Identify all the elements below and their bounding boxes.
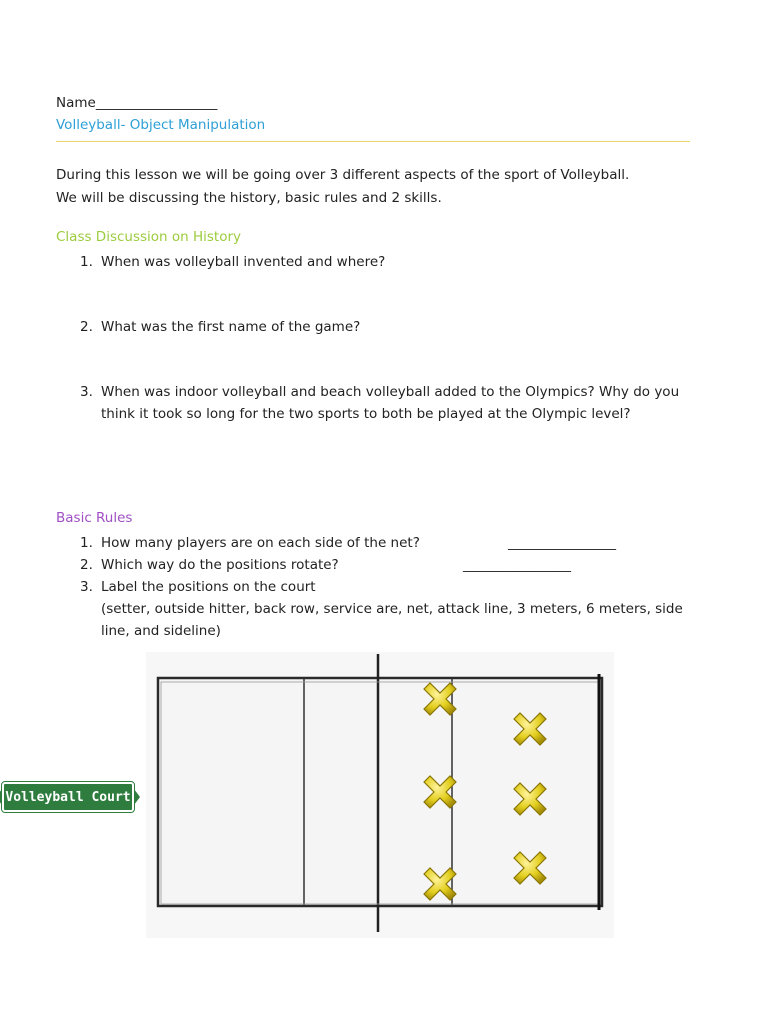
intro-line: During this lesson we will be going over 3 different aspects of the sport of Volleyball. xyxy=(56,167,630,183)
history-question xyxy=(80,381,690,425)
intro-line: We will be discussing the history, basic rules and 2 skills. xyxy=(56,190,442,206)
answer-blank: ________________ xyxy=(463,557,571,573)
intro-paragraph xyxy=(56,164,696,210)
question-text: How many players are on each side of the net? xyxy=(101,535,420,551)
history-question xyxy=(80,251,690,273)
question-text: When was volleyball invented and where? xyxy=(101,254,386,270)
history-question xyxy=(80,316,690,338)
question-text: When was indoor volleyball and beach volleyball added to the Olympics? Why do you think it took so long for the two sports to both be played at the Olympic level? xyxy=(101,384,680,422)
page-title: Volleyball- Object Manipulation xyxy=(56,117,266,133)
question-number: 2. xyxy=(80,319,93,335)
rules-heading: Basic Rules xyxy=(56,510,133,526)
volleyball-court-diagram xyxy=(146,652,614,938)
rules-hint xyxy=(80,598,690,642)
sign-label: Volleyball Court xyxy=(5,789,131,805)
positions-hint: (setter, outside hitter, back row, service are, net, attack line, 3 meters, 6 meters, side line, and sideline) xyxy=(101,601,683,639)
court-svg xyxy=(146,652,614,938)
question-number: 3. xyxy=(80,384,93,400)
question-text: Label the positions on the court xyxy=(101,579,316,595)
title-divider xyxy=(56,141,690,142)
question-text: Which way do the positions rotate? xyxy=(101,557,339,573)
rules-question xyxy=(80,554,690,576)
question-number: 2. xyxy=(80,557,93,573)
name-field-label: Name__________________ xyxy=(56,95,218,111)
rules-question xyxy=(80,576,690,598)
answer-blank: ________________ xyxy=(508,535,616,551)
question-number: 3. xyxy=(80,579,93,595)
question-number: 1. xyxy=(80,535,93,551)
history-heading: Class Discussion on History xyxy=(56,229,242,245)
question-text: What was the first name of the game? xyxy=(101,319,361,335)
volleyball-court-sign xyxy=(2,782,134,812)
question-number: 1. xyxy=(80,254,93,270)
